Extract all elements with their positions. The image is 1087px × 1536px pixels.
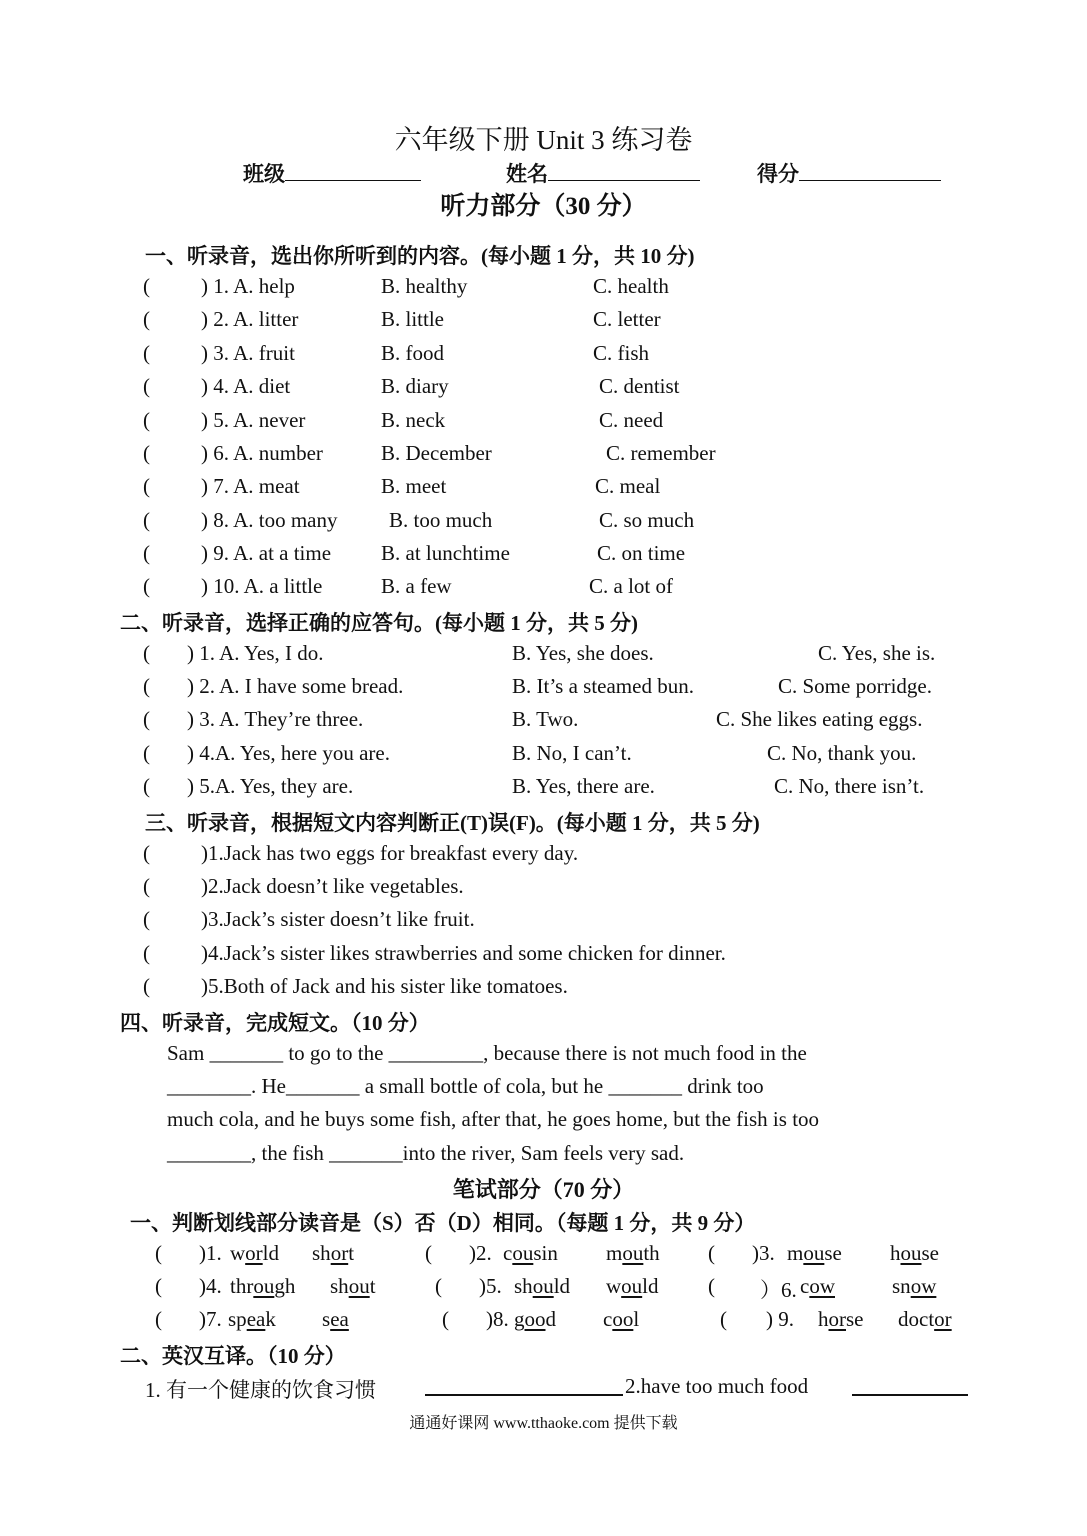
word-part: t xyxy=(348,1241,355,1265)
answer-paren-open[interactable]: ( xyxy=(155,1307,162,1331)
word-part: se xyxy=(921,1241,939,1265)
underlined-letters: or xyxy=(828,1307,846,1331)
option-a: ) 10. A. a little xyxy=(201,574,323,598)
option-b: B. at lunchtime xyxy=(381,541,510,565)
item-number: ）6. xyxy=(760,1278,797,1302)
underlined-letters: ow xyxy=(910,1274,937,1298)
score-field xyxy=(757,158,941,188)
passage-line: ________, the fish _______into the river, Sam feels very sad. xyxy=(167,1141,685,1165)
answer-paren-open[interactable]: ( xyxy=(435,1274,442,1298)
phonics-word xyxy=(230,1274,295,1299)
phonics-word xyxy=(503,1241,558,1266)
option-c: C. need xyxy=(599,408,664,432)
answer-paren-open[interactable]: ( xyxy=(143,274,150,298)
score-label: 得分 xyxy=(757,162,799,186)
word-part: c xyxy=(603,1307,613,1331)
option-a: ) 2. A. litter xyxy=(201,307,299,331)
option-b: B. diary xyxy=(381,374,449,398)
word-part: h xyxy=(818,1307,829,1331)
answer-paren-open[interactable]: ( xyxy=(442,1307,449,1331)
phonics-word xyxy=(230,1241,279,1266)
word-part: sp xyxy=(228,1307,247,1331)
class-blank[interactable] xyxy=(285,162,421,181)
name-blank[interactable] xyxy=(548,162,700,181)
listening-section-4-title: 四、听录音，完成短文。（10 分） xyxy=(120,1011,430,1035)
answer-paren-open[interactable]: ( xyxy=(708,1274,715,1298)
phonics-word xyxy=(228,1307,276,1332)
phonics-word xyxy=(514,1307,556,1332)
translation-item-2: 2.have too much food xyxy=(625,1374,809,1398)
option-c: C. so much xyxy=(599,508,695,532)
option-b: B. food xyxy=(381,341,444,365)
option-c: C. on time xyxy=(597,541,686,565)
listening-section-2-title: 二、听录音，选择正确的应答句。(每小题 1 分，共 5 分) xyxy=(120,611,638,635)
option-c: C. No, thank you. xyxy=(767,741,917,765)
answer-paren-open[interactable]: ( xyxy=(143,641,150,665)
writing-heading: 笔试部分（70 分） xyxy=(452,1177,635,1202)
underlined-letters: oo xyxy=(524,1307,546,1331)
answer-paren-open[interactable]: ( xyxy=(143,408,150,432)
answer-paren-open[interactable]: ( xyxy=(143,874,150,898)
word-part: ld xyxy=(262,1241,280,1265)
answer-paren-open[interactable]: ( xyxy=(143,707,150,731)
statement: )3.Jack’s sister doesn’t like fruit. xyxy=(201,907,475,931)
option-c: C. meal xyxy=(595,474,661,498)
phonics-word xyxy=(800,1274,835,1299)
option-b: B. a few xyxy=(381,574,452,598)
option-a: ) 8. A. too many xyxy=(201,508,338,532)
item-number: )5. xyxy=(479,1274,502,1298)
answer-paren-open[interactable]: ( xyxy=(425,1241,432,1265)
word-part: doct xyxy=(898,1307,935,1331)
option-b: B. Yes, she does. xyxy=(512,641,654,665)
option-c: C. a lot of xyxy=(589,574,673,598)
word-part: w xyxy=(606,1274,622,1298)
phonics-word xyxy=(898,1307,952,1332)
option-c: C. No, there isn’t. xyxy=(774,774,925,798)
answer-paren-open[interactable]: ( xyxy=(143,307,150,331)
listening-heading: 听力部分（30 分） xyxy=(440,193,647,220)
phonics-word xyxy=(606,1241,660,1266)
listening-section-1-title: 一、听录音，选出你所听到的内容。(每小题 1 分，共 10 分) xyxy=(145,244,695,268)
phonics-word xyxy=(818,1307,864,1332)
word-part: ld xyxy=(642,1274,659,1298)
item-number: ) 9. xyxy=(766,1307,794,1331)
translation-answer-2-line[interactable] xyxy=(852,1394,968,1396)
word-part: w xyxy=(230,1241,246,1265)
underlined-letters: ea xyxy=(330,1307,349,1331)
word-part: se xyxy=(824,1241,842,1265)
word-part: th xyxy=(643,1241,660,1265)
option-b: B. December xyxy=(381,441,492,465)
listening-section-3-title: 三、听录音，根据短文内容判断正(T)误(F)。(每小题 1 分，共 5 分) xyxy=(145,811,760,835)
underlined-letters: ou xyxy=(621,1274,643,1298)
word-part: sh xyxy=(330,1274,349,1298)
word-part: c xyxy=(800,1274,810,1298)
option-c: C. fish xyxy=(593,341,650,365)
answer-paren-open[interactable]: ( xyxy=(143,441,150,465)
phonics-word xyxy=(603,1307,639,1332)
underlined-letters: ou xyxy=(348,1274,370,1298)
phonics-word xyxy=(890,1241,939,1266)
passage-line: much cola, and he buys some fish, after that, he goes home, but the fish is too xyxy=(167,1107,820,1131)
option-a: ) 1. A. Yes, I do. xyxy=(187,641,324,665)
answer-paren-open[interactable]: ( xyxy=(143,841,150,865)
option-c: C. letter xyxy=(593,307,661,331)
answer-paren-open[interactable]: ( xyxy=(143,941,150,965)
phonics-word xyxy=(892,1274,936,1299)
underlined-letters: ou xyxy=(622,1241,644,1265)
phonics-word xyxy=(330,1274,376,1299)
option-a: ) 6. A. number xyxy=(201,441,323,465)
phonics-word xyxy=(787,1241,842,1266)
statement: )5.Both of Jack and his sister like tomatoes. xyxy=(201,974,568,998)
class-field xyxy=(243,158,421,188)
phonics-word xyxy=(606,1274,659,1299)
option-a: ) 4.A. Yes, here you are. xyxy=(187,741,390,765)
writing-section-2-title: 二、英汉互译。（10 分） xyxy=(120,1344,346,1368)
option-c: C. health xyxy=(593,274,669,298)
word-part: ld xyxy=(553,1274,571,1298)
underlined-letters: ou xyxy=(803,1241,825,1265)
answer-paren-open[interactable]: ( xyxy=(143,907,150,931)
phonics-word xyxy=(312,1241,354,1266)
option-c: C. dentist xyxy=(599,374,680,398)
word-part: m xyxy=(606,1241,623,1265)
option-b: B. healthy xyxy=(381,274,468,298)
answer-paren-open[interactable]: ( xyxy=(143,541,150,565)
answer-paren-open[interactable]: ( xyxy=(708,1241,715,1265)
item-number: )7. xyxy=(199,1307,222,1331)
option-c: C. Some porridge. xyxy=(778,674,932,698)
passage-line: Sam _______ to go to the _________, because there is not much food in the xyxy=(167,1041,807,1065)
option-a: ) 3. A. fruit xyxy=(201,341,295,365)
underlined-letters: or xyxy=(934,1307,952,1331)
word-part: c xyxy=(503,1241,513,1265)
translation-item-1: 1. 有一个健康的饮食习惯 xyxy=(145,1378,376,1402)
option-b: B. meet xyxy=(381,474,447,498)
statement: )2.Jack doesn’t like vegetables. xyxy=(201,874,464,898)
underlined-letters: ow xyxy=(809,1274,835,1298)
option-a: ) 5.A. Yes, they are. xyxy=(187,774,354,798)
option-a: ) 4. A. diet xyxy=(201,374,291,398)
option-b: B. Yes, there are. xyxy=(512,774,655,798)
underlined-letters: ou xyxy=(532,1274,554,1298)
score-blank[interactable] xyxy=(799,162,941,181)
option-a: ) 1. A. help xyxy=(201,274,295,298)
word-part: g xyxy=(514,1307,525,1331)
word-part: h xyxy=(890,1241,901,1265)
option-c: C. Yes, she is. xyxy=(818,641,936,665)
answer-paren-open[interactable]: ( xyxy=(143,774,150,798)
option-b: B. It’s a steamed bun. xyxy=(512,674,694,698)
passage-line: ________. He_______ a small bottle of cola, but he _______ drink too xyxy=(167,1074,764,1098)
underlined-letters: ou xyxy=(512,1241,534,1265)
word-part: sn xyxy=(892,1274,911,1298)
option-b: B. little xyxy=(381,307,444,331)
option-a: ) 7. A. meat xyxy=(201,474,300,498)
word-part: t xyxy=(369,1274,376,1298)
word-part: sin xyxy=(533,1241,558,1265)
name-field xyxy=(506,158,700,188)
option-a: ) 3. A. They’re three. xyxy=(187,707,364,731)
option-a: ) 2. A. I have some bread. xyxy=(187,674,404,698)
answer-paren-open[interactable]: ( xyxy=(143,741,150,765)
underlined-letters: ou xyxy=(253,1274,275,1298)
word-part: gh xyxy=(274,1274,296,1298)
answer-paren-open[interactable]: ( xyxy=(143,508,150,532)
answer-paren-open[interactable]: ( xyxy=(720,1307,727,1331)
answer-paren-open[interactable]: ( xyxy=(143,374,150,398)
item-number: )8. xyxy=(486,1307,509,1331)
word-part: sh xyxy=(312,1241,331,1265)
footer-credit: 通通好课网 www.tthaoke.com 提供下载 xyxy=(409,1415,678,1432)
item-number: )4. xyxy=(199,1274,222,1298)
underlined-letters: ea xyxy=(246,1307,266,1331)
underlined-letters: oo xyxy=(612,1307,634,1331)
worksheet-title: 六年级下册 Unit 3 练习卷 xyxy=(394,125,693,155)
option-c: C. remember xyxy=(606,441,716,465)
word-part: l xyxy=(633,1307,640,1331)
option-b: B. neck xyxy=(381,408,446,432)
underlined-letters: ou xyxy=(900,1241,922,1265)
phonics-word xyxy=(322,1307,349,1332)
option-a: ) 9. A. at a time xyxy=(201,541,332,565)
answer-paren-open[interactable]: ( xyxy=(143,674,150,698)
option-a: ) 5. A. never xyxy=(201,408,306,432)
option-b: B. too much xyxy=(389,508,493,532)
item-number: )3. xyxy=(752,1241,775,1265)
statement: )4.Jack’s sister likes strawberries and some chicken for dinner. xyxy=(201,941,726,965)
word-part: se xyxy=(846,1307,864,1331)
answer-paren-open[interactable]: ( xyxy=(143,574,150,598)
class-label: 班级 xyxy=(243,162,285,186)
word-part: sh xyxy=(514,1274,533,1298)
item-number: )1. xyxy=(199,1241,222,1265)
answer-paren-open[interactable]: ( xyxy=(143,474,150,498)
word-part: m xyxy=(787,1241,804,1265)
statement: )1.Jack has two eggs for breakfast every day. xyxy=(201,841,579,865)
option-c: C. She likes eating eggs. xyxy=(716,707,923,731)
underlined-letters: or xyxy=(245,1241,263,1265)
answer-paren-open[interactable]: ( xyxy=(155,1274,162,1298)
word-part: s xyxy=(322,1307,331,1331)
option-b: B. Two. xyxy=(512,707,579,731)
translation-answer-1-line[interactable] xyxy=(425,1394,623,1396)
word-part: d xyxy=(545,1307,556,1331)
answer-paren-open[interactable]: ( xyxy=(155,1241,162,1265)
option-b: B. No, I can’t. xyxy=(512,741,632,765)
word-part: thr xyxy=(230,1274,254,1298)
word-part: k xyxy=(265,1307,276,1331)
writing-section-1-title: 一、判断划线部分读音是（S）否（D）相同。（每题 1 分，共 9 分） xyxy=(130,1211,756,1235)
item-number: )2. xyxy=(469,1241,492,1265)
answer-paren-open[interactable]: ( xyxy=(143,974,150,998)
answer-paren-open[interactable]: ( xyxy=(143,341,150,365)
underlined-letters: or xyxy=(330,1241,349,1265)
name-label: 姓名 xyxy=(506,162,548,186)
phonics-word xyxy=(514,1274,570,1299)
